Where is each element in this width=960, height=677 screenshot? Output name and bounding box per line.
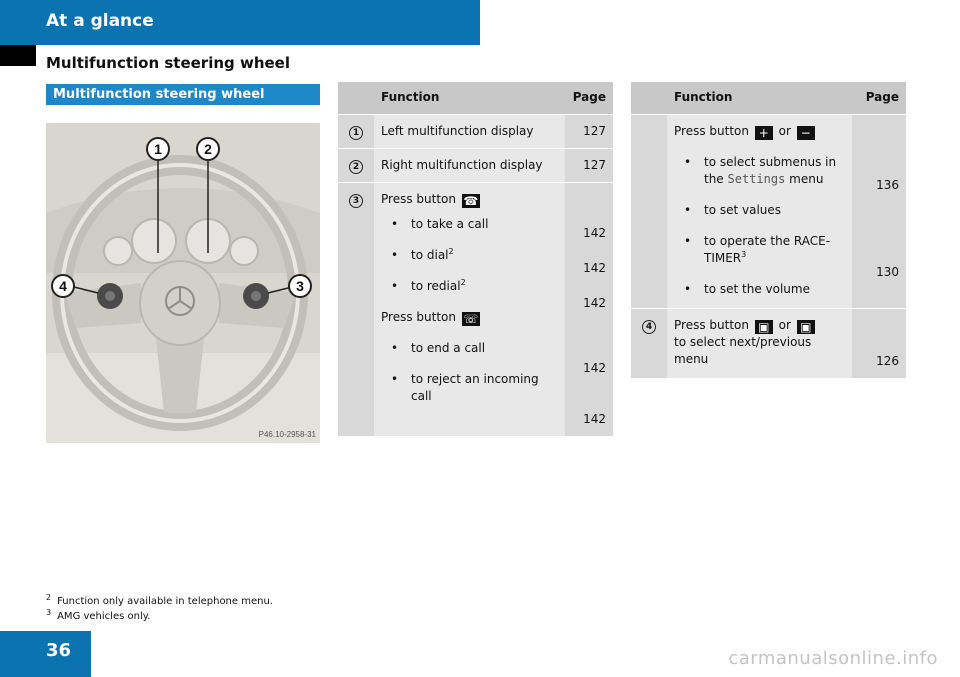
settings-menu-word: Settings xyxy=(727,171,786,186)
menu-next-icon: ▣ xyxy=(755,320,773,334)
press-button-label: Press button xyxy=(381,191,456,206)
watermark: carmanualsonline.info xyxy=(728,648,938,669)
press-button-label: Press button xyxy=(674,317,749,332)
table-header xyxy=(338,82,613,114)
item-number-badge: 1 xyxy=(349,126,363,140)
section-marker xyxy=(0,45,36,66)
page-number: 36 xyxy=(0,631,91,677)
page-ref: 142 xyxy=(583,411,606,426)
figure-heading: Multifunction steering wheel xyxy=(46,84,320,105)
function-column-header: Function xyxy=(374,82,565,114)
bullet-text: to end a call xyxy=(411,340,486,355)
bullet-text: to operate the RACE-TIMER xyxy=(704,233,831,265)
function-cell: Right multifunction display xyxy=(374,148,565,182)
item-number-badge: 4 xyxy=(642,320,656,334)
footnote-ref: 2 xyxy=(460,277,466,287)
or-text: or xyxy=(778,317,791,332)
table-row xyxy=(631,308,906,378)
function-cell: Left multifunction display xyxy=(374,114,565,148)
page-ref: 136 xyxy=(876,177,899,192)
bullet-text: to set values xyxy=(704,202,782,217)
press-button-label: Press button xyxy=(381,309,456,324)
page-ref: 126 xyxy=(876,353,899,368)
table-row xyxy=(338,148,613,182)
menu-previous-icon: ▣ xyxy=(797,320,815,334)
footnote: $^3$ AMG vehicles only. xyxy=(46,607,151,622)
num-column-header xyxy=(338,82,374,114)
section-title: Multifunction steering wheel xyxy=(46,54,290,72)
chapter-title: At a glance xyxy=(46,11,154,31)
bullet-text: to reject an incoming call xyxy=(411,371,539,403)
steering-wheel-illustration xyxy=(46,123,320,443)
table-row xyxy=(338,114,613,148)
page-cell: 127 xyxy=(565,114,613,148)
bullet-text: menu xyxy=(789,171,824,186)
page-ref: 142 xyxy=(583,360,606,375)
page-cell: 127 xyxy=(565,148,613,182)
item-number-badge: 3 xyxy=(349,194,363,208)
function-cell: Press button ☎ • to take a call • to dial$^2$ • to redial$^2$ Press button ☏ • to end a call • to reject an incoming call xyxy=(374,182,565,436)
page-ref: 142 xyxy=(583,260,606,275)
function-table-right xyxy=(631,82,906,379)
table-header xyxy=(631,82,906,114)
table-row xyxy=(631,114,906,308)
footnote: $^2$ Function only available in telephone menu. xyxy=(46,592,273,607)
minus-icon: − xyxy=(797,126,815,140)
item-number-badge: 2 xyxy=(349,160,363,174)
callout-4: 4 xyxy=(59,278,67,294)
bullet-text: to redial xyxy=(411,278,461,293)
callout-1: 1 xyxy=(154,141,162,157)
bullet-text: to take a call xyxy=(411,216,489,231)
bullet-text: to set the volume xyxy=(704,281,810,296)
function-column-header: Function xyxy=(667,82,852,114)
function-table-left xyxy=(338,82,613,437)
footnote-ref: 2 xyxy=(448,246,454,256)
bullet-text: to dial xyxy=(411,247,449,262)
phone-answer-icon: ☎ xyxy=(463,193,479,208)
press-button-label: Press button xyxy=(674,123,749,138)
plus-icon: + xyxy=(755,126,773,140)
steering-wheel-drawing xyxy=(46,123,320,443)
page-ref: 142 xyxy=(583,225,606,240)
phone-hangup-icon: ☏ xyxy=(463,311,479,326)
function-text: to select next/previous menu xyxy=(674,334,812,366)
page-ref: 142 xyxy=(583,295,606,310)
callout-3: 3 xyxy=(296,278,304,294)
page-cell xyxy=(565,182,613,436)
bullet-text: to select submenus in the xyxy=(704,154,837,186)
page-ref: 130 xyxy=(876,264,899,279)
image-code: P46.10-2958-31 xyxy=(258,430,316,439)
function-cell: Press button + or − • to select submenus in the Settings menu • to set values • to operate the RACE-TIMER$^3$ • to set the volume xyxy=(667,114,852,308)
or-text: or xyxy=(778,123,791,138)
page-cell xyxy=(852,114,906,308)
page-column-header: Page xyxy=(852,82,906,114)
footnote-ref: 3 xyxy=(741,249,747,259)
footnotes xyxy=(46,594,273,624)
page-cell xyxy=(852,308,906,378)
num-column-header xyxy=(631,82,667,114)
table-row xyxy=(338,182,613,436)
page-column-header: Page xyxy=(565,82,613,114)
function-cell xyxy=(667,308,852,378)
callout-2: 2 xyxy=(204,141,212,157)
